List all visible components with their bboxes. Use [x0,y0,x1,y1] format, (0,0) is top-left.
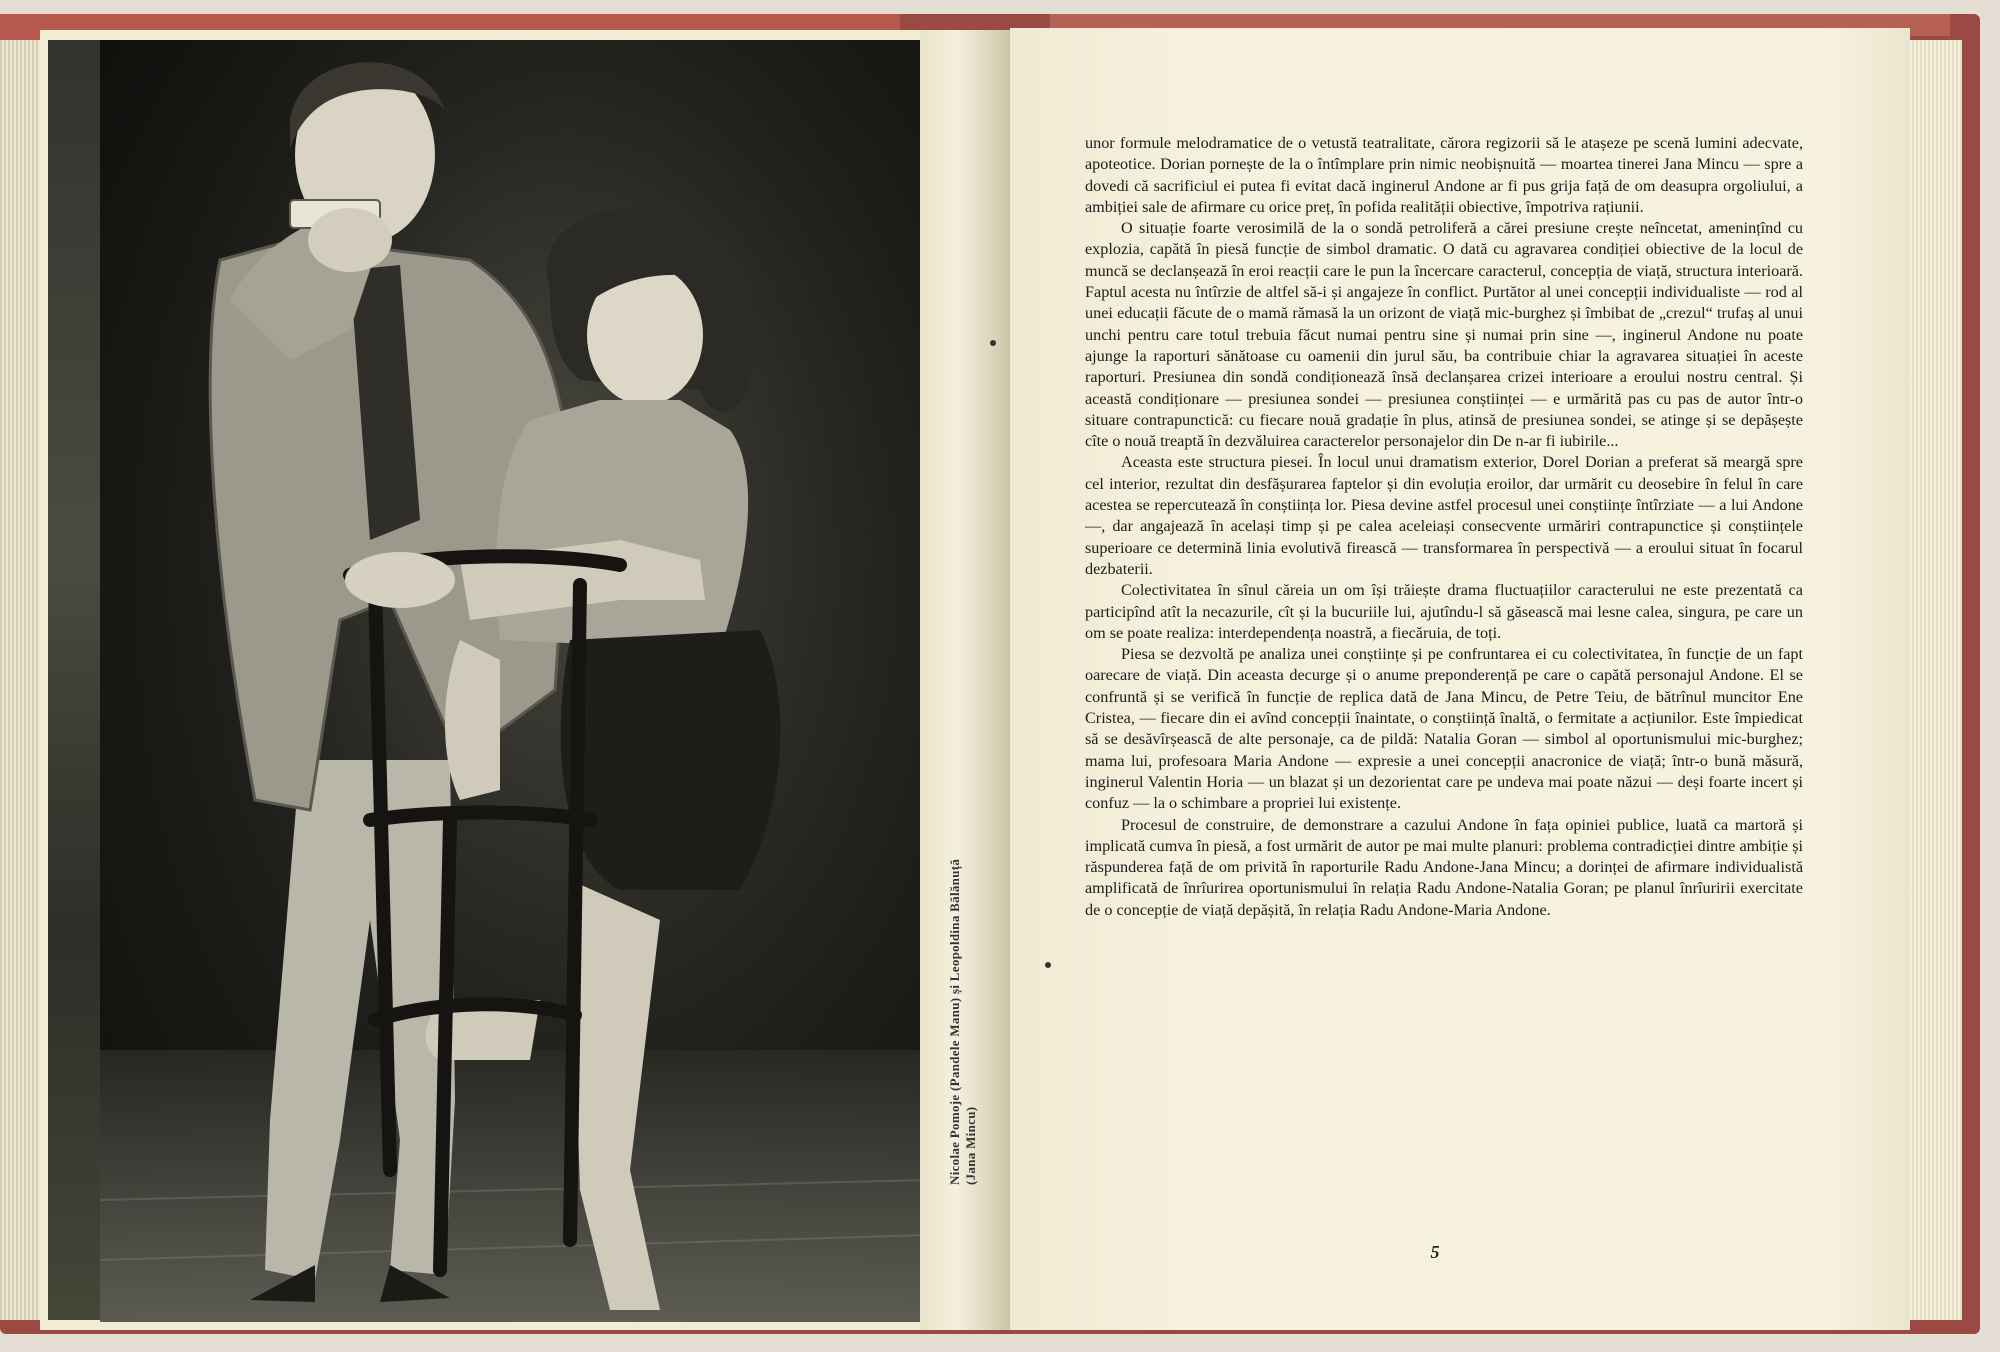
photo-caption [947,745,979,1185]
margin-mark [1045,962,1051,968]
caption-line-2: (Jana Mincu) [963,1106,978,1185]
paragraph: unor formule melodramatice de o vetustă teatralitate, cărora regizorii să le atașeze pe scenă lumini adecvate, apoteotice. Dorian pornește de la o întîmplare prin nimic neobișnuită — moartea tinerei Jana Mincu — spre a dovedi că sacrificiul ei putea fi evitat dacă inginerul Andone ar fi pus grija față de om deasupra orgoliului, a ambiției sale de afirmare cu orice preț, în pofida realității obiective, împotriva rațiunii. [1085,134,1803,216]
page-number: 5 [1430,1242,1440,1262]
paragraph: Procesul de construire, de demonstrare a cazului Andone în fața opiniei publice, luată ca martoră și implicată cumva în piesă, a fost urmărit de autor pe mai multe planuri: problema contradicției dintre ambiție și răspunderea față de om privită în raporturile Radu Andone-Jana Mincu; a dorinței de afirmare individualistă amplificată de înrîurirea oportunismului în relația Radu Andone-Natalia Goran; pe planul înrîuririi exercitate de o concepție de viață depășită, în relația Radu Andone-Maria Andone. [1085,815,1803,919]
page-edges-right [1908,40,1962,1320]
paragraph: Colectivitatea în sînul căreia un om își trăiește drama fluctuațiilor caracterului ne este prezentată ca participînd atît la necazurile, cît și la bucuriile lui, ajutîndu-l să găsească mai lesne calea, singura, pe care un om se poate realiza: interdependența noastră, a fiecăruia, de toți. [1085,581,1803,642]
stage-photograph [100,40,928,1322]
caption-line-1: Nicolae Pomoje (Pandele Manu) și Leopoldina Bălănuță [947,858,962,1185]
adjacent-page-strip [48,40,108,1320]
margin-mark [990,340,996,346]
paragraph: Aceasta este structura piesei. În locul unui dramatism exterior, Dorel Dorian a preferat să meargă spre cel interior, rezultat din desfășurarea faptelor și din evoluția eroilor, dar urmărit cu deosebire în felul în care acestea se repercutează în conștiința lor. Piesa devine astfel procesul unei conștiințe întîrziate — a lui Andone —, dar angajează în același timp și pe calea aceleiași consecvente urmăriri contrapunctice și conștiințele superioare ce determină linia evolutivă firească — transformarea în perspectivă — a eroului situat în focarul dezbaterii. [1085,453,1803,578]
paragraph: O situație foarte verosimilă de la o sondă petroliferă a cărei presiune crește neîncetat, amenințînd cu explozia, capătă în piesă funcție de simbol dramatic. O dată cu agravarea condiției obiective de la locul de muncă se declanșează în eroi reacții care le pun la încercare caracterul, concepția de viață, structura interioară. Faptul acesta nu întîrzie de altfel să-i și angajeze în conflict. Purtător al unei concepții individualiste — rod al unei educații făcute de o mamă rămasă la un orizont de viață mic-burghez și îmbibat de „crezul“ trufaș al unui unchi pentru care totul trebuia făcut numai pentru sine și numai prin sine —, inginerul Andone nu poate ajunge la raporturi sănătoase cu oamenii din jurul său, ba contribuie chiar la agravarea situației în aceste raporturi. Presiunea din sondă condiționează însă declanșarea crizei interioare a eroului nostru central. Și această condiționare — presiunea sondei — presiunea conștiinței — e urmărită pas cu pas de autor într-o situare contrapunctică: cu fiecare nouă gradație în plus, atinsă de presiunea sondei, se atinge și se depășește cîte o nouă treaptă în dezvăluirea caracterelor personajelor din De n-ar fi iubirile... [1085,219,1803,451]
photo-illustration [100,40,928,1322]
article-text [1085,133,1803,921]
page-edges-left [0,40,40,1320]
paragraph: Piesa se dezvoltă pe analiza unei conștiințe și pe confruntarea ei cu colectivitatea, în funcție de un fapt oarecare de viață. Din aceasta decurge și o anume preponderență pe care o capătă personajul Andone. El se confruntă și se verifică în funcție de replica dată de Jana Mincu, de Petre Teiu, de bătrînul muncitor Ene Cristea, — fiecare din ei avînd concepții înaintate, o conștiință înaltă, o fermitate a acțiunilor. Este împiedicat să se desăvîrșească de alte personaje, ca de pildă: Natalia Goran — simbol al oportunismului mic-burghez; mama lui, profesoara Maria Andone — expresie a unei concepții anacronice de viață; într-o bună măsură, inginerul Valentin Horia — un blazat și un dezorientat care pe undeva mai poate năzui — deși foarte incert și confuz — la o schimbare a propriei lui existențe. [1085,645,1803,813]
